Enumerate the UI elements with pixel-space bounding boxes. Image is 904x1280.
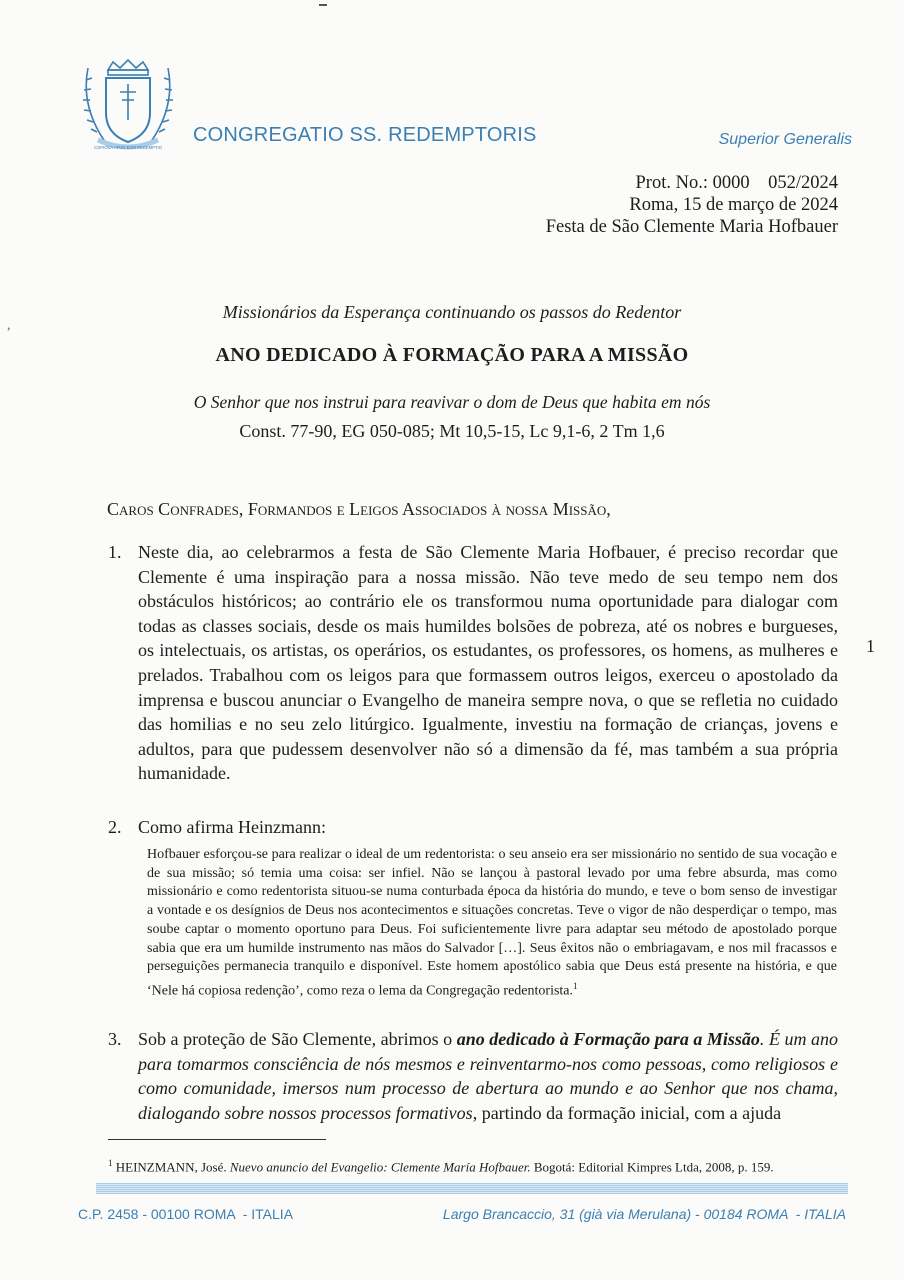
footer-postal-address: C.P. 2458 - 00100 ROMA - ITALIA	[78, 1206, 294, 1222]
scripture-references: Const. 77-90, EG 050-085; Mt 10,5-15, Lc 9,1-6, 2 Tm 1,6	[239, 421, 665, 441]
p3-emphasis: ano dedicado à Formação para a Missão	[456, 1029, 760, 1049]
motto-line: Missionários da Esperança continuando os passos do Redentor	[222, 302, 682, 322]
p3-text-a: Sob a proteção de São Clemente, abrimos o	[138, 1029, 457, 1049]
footnote	[108, 1158, 774, 1175]
scan-mark	[319, 4, 327, 6]
footnote-author: HEINZMANN, José.	[112, 1159, 230, 1175]
paragraph-number: 3.	[108, 1029, 122, 1049]
salutation: Caros Confrades, Formandos e Leigos Associados à nossa Missão,	[107, 499, 611, 519]
footnote-number: 1	[108, 1158, 113, 1168]
p3-italic-text: . É um ano para tomarmos consciência de nós mesmos e reinventarmo-nos como pessoas, como religiosos e como comunidade, imersos num processo de abertura ao mundo e ao Senhor que nos chama, dialogando sobre nossos processos formativos	[138, 1029, 838, 1123]
organization-name: CONGREGATIO SS. REDEMPTORIS	[193, 124, 537, 146]
footnote-divider	[108, 1139, 326, 1140]
seal-motto-text: COPIOSA APUD EUM REDEMPTIO	[94, 145, 162, 150]
paragraph-number: 2.	[108, 817, 122, 837]
protocol-number: Prot. No.: 0000 052/2024	[635, 173, 838, 193]
footer-band	[96, 1183, 848, 1194]
paragraph-1	[108, 540, 838, 786]
block-quote	[147, 846, 837, 1001]
letter-meta	[546, 172, 838, 238]
office-title: Superior Generalis	[718, 131, 852, 148]
p3-text-d: , partindo da formação inicial, com a ajuda	[472, 1102, 782, 1123]
footnote-publisher: Bogotá: Editorial Kimpres Ltda, 2008, p. 159.	[530, 1159, 774, 1175]
scan-tick: ,	[7, 318, 11, 333]
letter-title: ANO DEDICADO À FORMAÇÃO PARA A MISSÃO	[215, 344, 689, 366]
paragraph-3	[108, 1027, 838, 1125]
quote-text: Hofbauer esforçou-se para realizar o ideal de um redentorista: o seu anseio era ser missionário no sentido de sua vocação e de sua missão; só temia uma coisa: ser infiel. Não se lançou à pastoral levado por uma febre absurda, mas como missionário e como redentorista situou-se numa conturbada época da história do mundo, e teve o bom senso de investigar a vontade e os desígnios de Deus nos acontecimentos e situações concretas. Teve o vigor de não desperdiçar o tempo, mas soube captar o momento oportuno para Deus. Foi suficientemente livre para adaptar seu método de apostolado porque sabia que era um humilde instrumento nas mãos do Salvador […]. Seus êxitos não o embriagavam, e nos mil fracassos e perseguições permanecia tranquilo e disponível. Este homem apostólico sabia que Deus está presente na história, e que ‘Nele há copiosa redenção’, como reza o lema da Congregação redentorista.	[147, 847, 837, 999]
paragraph-text: Neste dia, ao celebrarmos a festa de São Clemente Maria Hofbauer, é preciso recordar que Clemente é uma inspiração para a nossa missão. Não teve medo de seu tempo nem dos obstáculos históricos; ao contrário ele os transformou numa oportunidade para dialogar com todas as classes sociais, desde os mais humildes bolsões de pobreza, até os nobres e burgueses, os intelectuais, os artistas, os operários, os estudantes, os professores, os homens, as mulheres e prelados. Trabalhou com os leigos para que formassem outros leigos, exerceu o apostolado da imprensa e buscou anunciar o Evangelho de maneira sempre nova, o que se refletia no cuidado das homilias e no seu zelo litúrgico. Igualmente, investiu na formação de crianças, jovens e adultos, para que pudessem desenvolver não só a dimensão da fé, mas também a sua própria humanidade.	[138, 542, 838, 784]
paragraph-number: 1.	[108, 542, 122, 562]
footnote-reference[interactable]: 1	[573, 980, 578, 991]
page-number: 1	[866, 636, 875, 656]
letter-subtitle: O Senhor que nos instrui para reavivar o dom de Deus que habita em nós	[193, 392, 711, 412]
paragraph-text	[138, 1027, 838, 1125]
footer-street-address: Largo Brancaccio, 31 (già via Merulana) - 00184 ROMA - ITALIA	[442, 1206, 846, 1222]
congregation-seal-logo	[78, 58, 178, 158]
paragraph-text: Como afirma Heinzmann:	[138, 817, 326, 837]
letter-date: Roma, 15 de março de 2024	[629, 195, 838, 215]
footnote-book-title: Nuevo anuncio del Evangelio: Clemente María Hofbauer.	[229, 1159, 531, 1175]
feast-line: Festa de São Clemente Maria Hofbauer	[545, 217, 838, 237]
paragraph-2	[108, 815, 838, 840]
